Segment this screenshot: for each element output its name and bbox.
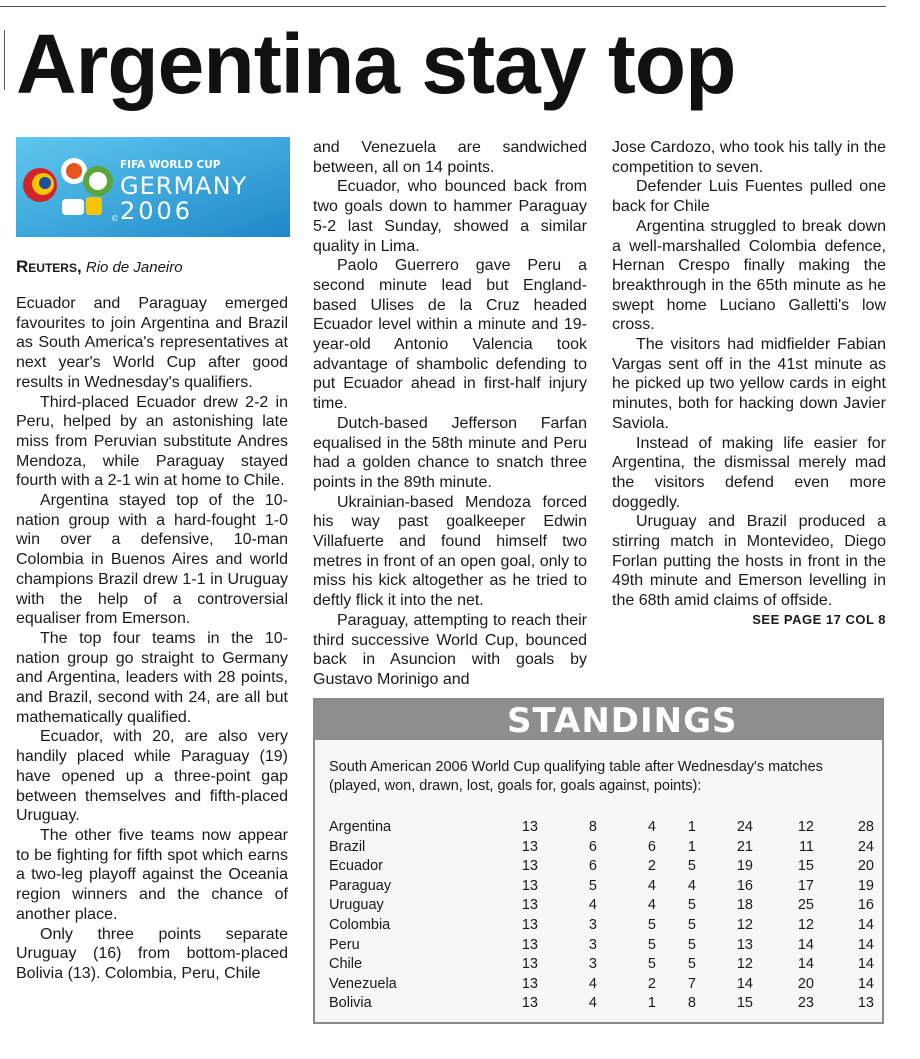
paragraph: Paraguay, attempting to reach their third successive World Cup, bounced back in Asuncion with goals by Gustavo Morinigo and [313,611,587,688]
stat-cell: 14 [797,956,814,973]
stat-cell: 3 [588,956,597,973]
paragraph: Ukrainian-based Mendoza forced his way past goalkeeper Edwin Villafuerte and found himself two metres in front of an open goal, only to miss his kick altogether as he tried to deftly flick it into the net. [313,493,587,610]
paragraph: Ecuador, who bounced back from two goals down to hammer Paraguay 5-2 last Sunday, showed a similar quality in Lima. [313,178,587,255]
stat-cell: 7 [687,975,696,992]
svg-text:©: © [111,214,119,223]
stat-cell: 4 [647,877,656,894]
stat-cell: 6 [588,858,597,875]
article-column-2 [313,138,587,690]
stat-cell: 13 [521,877,538,894]
stat-cell: 16 [857,897,874,914]
stat-cell: 14 [736,975,753,992]
paragraph: Ecuador, with 20, are also very handily placed while Paraguay (19) have opened up a three-point gap between themselves and fifth-placed Uruguay. [16,728,288,825]
paragraph: Only three points separate Uruguay (16) from bottom-placed Bolivia (13). Colombia, Peru, Chile [16,925,288,982]
stat-cell: 13 [521,995,538,1012]
standings-intro: South American 2006 World Cup qualifying table after Wednesday's matches (played, won, drawn, lost, goals for, goals against, points): [329,759,823,794]
stat-cell: 8 [687,995,696,1012]
stat-cell: 6 [647,838,656,855]
stat-cell: 8 [588,819,597,835]
stat-cell: 15 [797,858,814,875]
paragraph: Jose Cardozo, who took his tally in the competition to seven. [612,139,886,176]
stat-cell: 18 [736,897,753,914]
stat-cell: 2 [647,975,656,992]
stat-cell: 1 [687,819,696,835]
stat-cell: 14 [857,936,874,953]
stat-cell: 5 [687,956,696,973]
byline-agency: Reuters, [16,257,82,276]
stat-cell: 13 [857,995,874,1012]
stat-cell: 11 [798,838,814,855]
stat-cell: 14 [857,956,874,973]
table-row [329,916,874,936]
stat-cell: 14 [797,936,814,953]
top-rule [0,6,886,7]
standings-table [329,818,874,1014]
stat-cell: 13 [521,975,538,992]
stat-cell: 13 [521,956,538,973]
paragraph: Third-placed Ecuador drew 2-2 in Peru, helped by an astonishing late miss from Peruvian substitute Andres Mendoza, while Paraguay stayed fourth with a 2-1 win at home to Chile. [16,393,288,490]
left-rule [4,30,5,90]
table-row [329,857,874,877]
stat-cell: 16 [736,877,753,894]
stat-cell: 5 [687,897,696,914]
team-name: Uruguay [329,897,384,914]
stat-cell: 4 [647,819,656,835]
stat-cell: 13 [521,838,538,855]
stat-cell: 24 [736,819,753,835]
team-name: Venezuela [329,975,397,992]
stat-cell: 1 [647,995,656,1012]
stat-cell: 14 [857,975,874,992]
table-row [329,994,874,1014]
stat-cell: 5 [647,936,656,953]
stat-cell: 20 [857,858,874,875]
stat-cell: 4 [687,877,696,894]
stat-cell: 4 [588,897,597,914]
stat-cell: 23 [797,995,814,1012]
paragraph: Uruguay and Brazil produced a stirring match in Montevideo, Diego Forlan putting the hosts in front in the 49th minute and Emerson levelling in the 68th amid claims of offside. [612,513,886,610]
stat-cell: 4 [588,975,597,992]
stat-cell: 5 [647,916,656,933]
paragraph: Instead of making life easier for Argentina, the dismissal merely mad the visitors defend even more doggedly. [612,434,886,511]
team-name: Chile [329,956,363,973]
team-name: Brazil [329,838,366,855]
stat-cell: 13 [736,936,753,953]
stat-cell: 13 [521,936,538,953]
stat-cell: 3 [588,936,597,953]
stat-cell: 6 [588,838,597,855]
team-name: Paraguay [329,877,392,894]
stat-cell: 15 [736,995,753,1012]
team-name: Argentina [329,819,392,835]
stat-cell: 5 [687,936,696,953]
paragraph: Argentina stayed top of the 10-nation group with a hard-fought 1-0 win over a defensive, 10-man Colombia in Buenos Aires and world champions Brazil drew 1-1 in Uruguay with the help of a controversial equaliser from Emerson. [16,492,288,628]
stat-cell: 12 [736,956,753,973]
table-row [329,955,874,975]
fifa-world-cup-logo [16,137,290,237]
team-name: Bolivia [329,995,372,1012]
stat-cell: 3 [588,916,597,933]
stat-cell: 13 [521,916,538,933]
stat-cell: 4 [647,897,656,914]
table-row [329,896,874,916]
byline [16,257,183,277]
article-column-1 [16,294,288,984]
stat-cell: 24 [857,838,874,855]
see-page-reference: SEE PAGE 17 COL 8 [752,612,886,627]
stat-cell: 25 [797,897,814,914]
table-row [329,877,874,897]
stat-cell: 12 [736,916,753,933]
stat-cell: 12 [797,819,814,835]
stat-cell: 19 [736,858,753,875]
standings-title: STANDINGS [315,700,882,740]
article-column-3 [612,138,886,611]
stat-cell: 21 [736,838,753,855]
logo-line1: FIFA WORLD CUP [120,159,221,171]
stat-cell: 12 [797,916,814,933]
standings-box [313,698,884,1024]
stat-cell: 28 [857,819,874,835]
paragraph: The top four teams in the 10-nation group go straight to Germany and Argentina, leaders with 28 points, and Brazil, second with 24, are all but mathematically qualified. [16,629,288,726]
team-name: Peru [329,936,360,953]
paragraph: and Venezuela are sandwiched between, all on 14 points. [313,139,587,176]
paragraph: Dutch-based Jefferson Farfan equalised in the 58th minute and Peru had a golden chance to snatch three points in the 89th minute. [313,414,587,491]
stat-cell: 13 [521,858,538,875]
byline-location: Rio de Janeiro [85,259,183,276]
stat-cell: 17 [797,877,814,894]
stat-cell: 13 [521,819,538,835]
stat-cell: 5 [647,956,656,973]
team-name: Ecuador [329,858,384,875]
logo-line2: GERMANY [120,172,248,200]
stat-cell: 13 [521,897,538,914]
team-name: Colombia [329,916,391,933]
headline: Argentina stay top [16,17,736,111]
stat-cell: 5 [588,877,597,894]
stat-cell: 1 [687,838,696,855]
paragraph: Paolo Guerrero gave Peru a second minute lead but England-based Ulises de la Cruz headed Ecuador level within a minute and 19-year-old Antonio Valencia took advantage of shambolic defending to put Ecuador ahead in first-half injury time. [313,257,587,413]
paragraph: Argentina struggled to break down a well-marshalled Colombia defence, Hernan Crespo finally making the breakthrough in the 65th minute as he swept home Luciano Galletti's low cross. [612,217,886,334]
table-row [329,838,874,858]
stat-cell: 2 [647,858,656,875]
paragraph: Defender Luis Fuentes pulled one back for Chile [612,178,886,216]
paragraph: The other five teams now appear to be fighting for fifth spot which earns a two-leg playoff against the Oceania region winners and the chance of another place. [16,826,288,923]
table-row [329,975,874,995]
stat-cell: 20 [797,975,814,992]
logo-line3: 2006 [120,197,194,225]
paragraph: Ecuador and Paraguay emerged favourites to join Argentina and Brazil as South America's representatives at next year's World Cup after good results in Wednesday's qualifiers. [16,295,288,391]
table-row [329,936,874,956]
stat-cell: 5 [687,858,696,875]
paragraph: The visitors had midfielder Fabian Vargas sent off in the 41st minute as he picked up two yellow cards in eight minutes, both for hacking down Javier Saviola. [612,336,886,432]
stat-cell: 5 [687,916,696,933]
stat-cell: 14 [857,916,874,933]
stat-cell: 19 [857,877,874,894]
stat-cell: 4 [588,995,597,1012]
table-row [329,818,874,838]
